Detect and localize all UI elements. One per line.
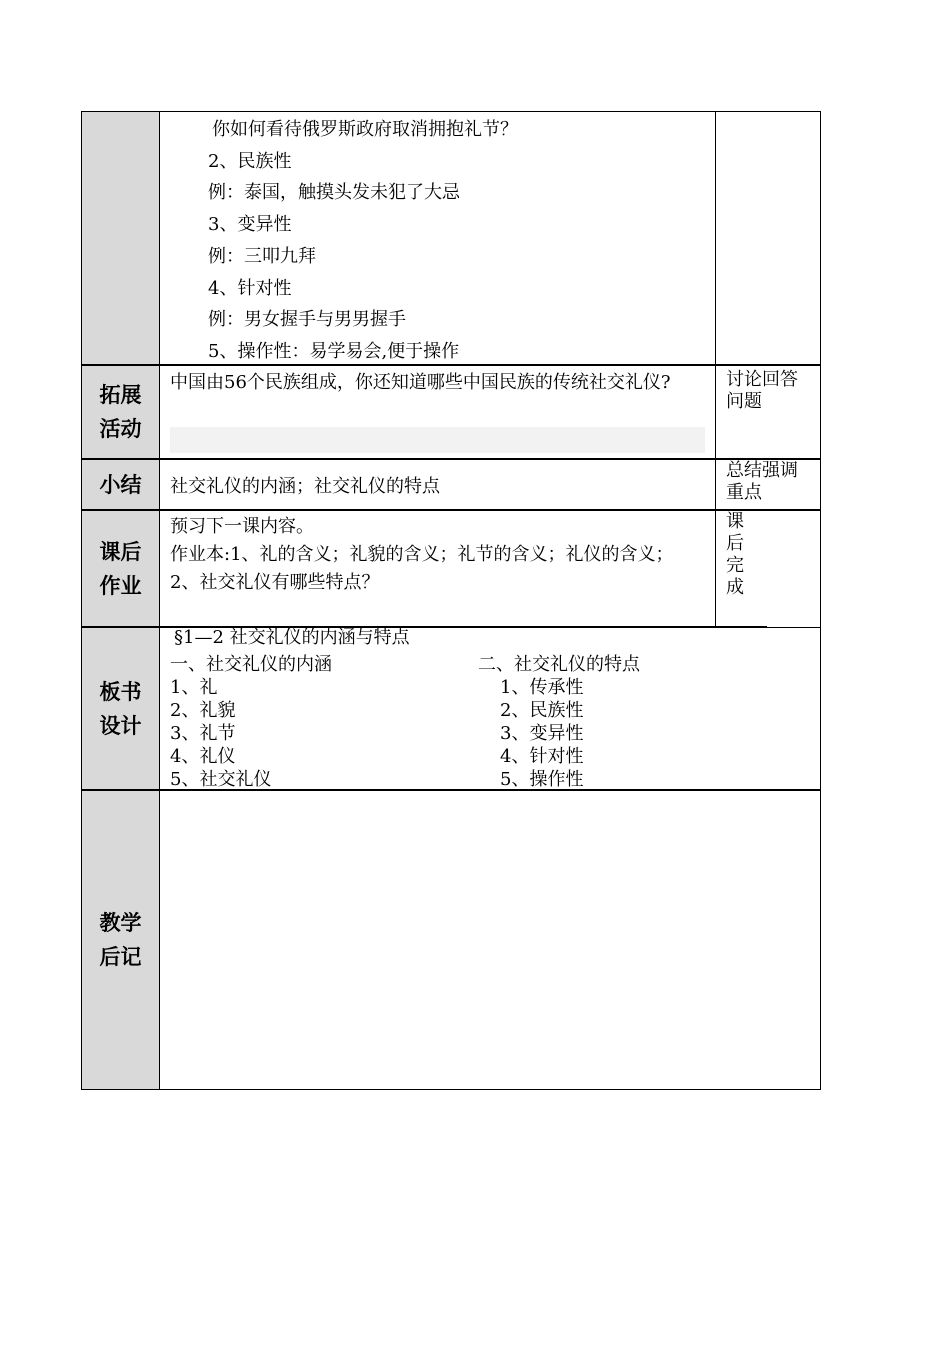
row-note bbox=[715, 365, 821, 459]
extension-content bbox=[159, 365, 715, 459]
board-item: 5、操作性 bbox=[500, 769, 584, 790]
row-note-empty bbox=[715, 111, 821, 365]
board-left-column bbox=[170, 653, 332, 791]
row-label bbox=[81, 510, 159, 627]
summary-text: 社交礼仪的内涵；社交礼仪的特点 bbox=[170, 475, 440, 497]
board-item: 2、民族性 bbox=[500, 700, 584, 721]
row-label bbox=[81, 459, 159, 510]
board-item: 3、礼节 bbox=[170, 723, 236, 744]
row-extension bbox=[81, 365, 821, 459]
content-line: 2、民族性 bbox=[208, 150, 292, 172]
row-note-text: 总结强调重点 bbox=[726, 460, 798, 503]
row-label-text: 拓展活动 bbox=[99, 383, 142, 441]
board-item: 5、社交礼仪 bbox=[170, 769, 272, 790]
board-heading: 二、社交礼仪的特点 bbox=[478, 654, 640, 675]
note-cell-extension bbox=[767, 510, 821, 627]
board-right-column bbox=[478, 653, 640, 791]
board-item: 1、礼 bbox=[170, 677, 218, 698]
row-summary bbox=[81, 459, 821, 510]
content-line: 你如何看待俄罗斯政府取消拥抱礼节？ bbox=[212, 119, 518, 140]
board-item: 4、礼仪 bbox=[170, 746, 236, 767]
summary-content bbox=[159, 459, 715, 510]
extension-text: 中国由56个民族组成，你还知道哪些中国民族的传统社交礼仪? bbox=[170, 372, 671, 393]
board-content bbox=[159, 627, 821, 790]
board-heading: 一、社交礼仪的内涵 bbox=[170, 654, 332, 675]
board-item: 1、传承性 bbox=[500, 677, 584, 698]
homework-line: 2、社交礼仪有哪些特点？ bbox=[170, 572, 380, 593]
row-homework bbox=[81, 510, 821, 627]
board-item: 4、针对性 bbox=[500, 746, 584, 767]
content-line: 4、针对性 bbox=[208, 277, 292, 299]
row-label bbox=[81, 627, 159, 790]
row-label-text: 板书设计 bbox=[99, 679, 142, 738]
row-label-text: 教学后记 bbox=[99, 911, 142, 969]
board-item: 2、礼貌 bbox=[170, 700, 236, 721]
row-label bbox=[81, 365, 159, 459]
row-note-text: 课后完成 bbox=[726, 511, 744, 598]
continuation-content bbox=[159, 111, 715, 365]
row-note bbox=[715, 459, 821, 510]
homework-content bbox=[159, 510, 715, 627]
row-board-design bbox=[81, 627, 821, 790]
row-label-text: 小结 bbox=[99, 472, 142, 497]
row-label-text: 课后作业 bbox=[99, 539, 142, 598]
reflection-content bbox=[159, 790, 821, 1090]
row-label-empty bbox=[81, 111, 159, 365]
board-title: §1—2 社交礼仪的内涵与特点 bbox=[174, 627, 410, 648]
homework-line: 预习下一课内容。 bbox=[170, 516, 314, 537]
row-note-text: 讨论回答问题 bbox=[726, 369, 798, 412]
row-continuation bbox=[81, 111, 821, 365]
content-line: 例：泰国，触摸头发未犯了大忌 bbox=[208, 182, 460, 204]
row-label bbox=[81, 790, 159, 1090]
homework-line: 作业本:1、礼的含义；礼貌的含义；礼节的含义；礼仪的含义； bbox=[170, 544, 674, 565]
blank-shaded-line bbox=[170, 427, 705, 453]
board-item: 3、变异性 bbox=[500, 723, 584, 744]
row-note bbox=[715, 510, 767, 627]
content-line: 5、操作性：易学易会,便于操作 bbox=[208, 340, 460, 362]
row-reflection bbox=[81, 790, 821, 1090]
content-line: 例：三叩九拜 bbox=[208, 245, 316, 267]
content-line: 例：男女握手与男男握手 bbox=[208, 309, 406, 331]
content-line: 3、变异性 bbox=[208, 214, 292, 236]
